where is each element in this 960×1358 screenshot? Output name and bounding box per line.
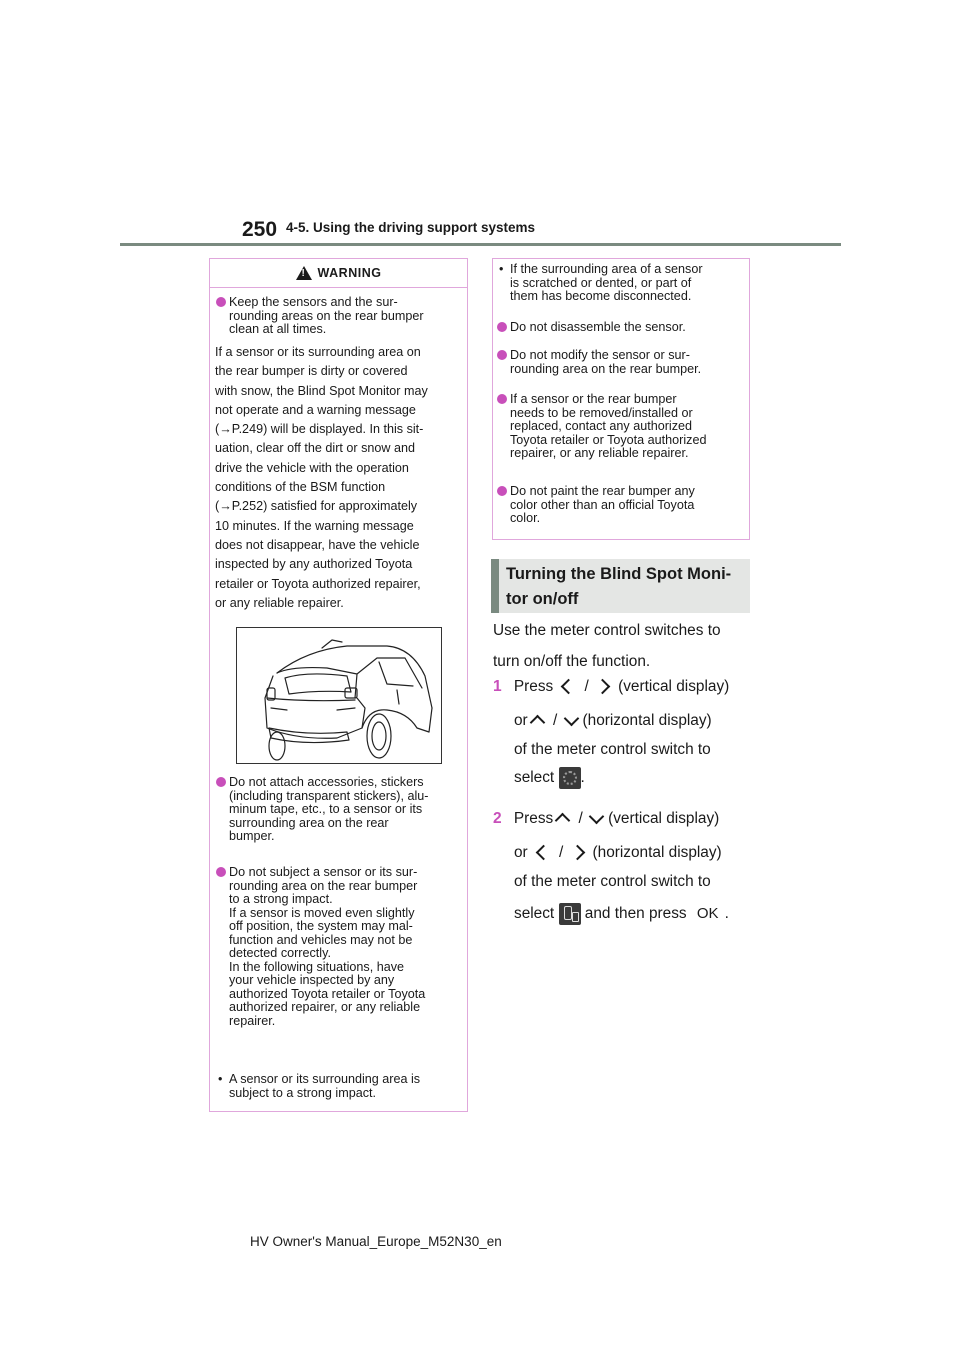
text-line: bumper. — [229, 829, 275, 843]
car-rear-illustration — [236, 627, 442, 764]
step-text: Press — [513, 678, 554, 695]
text-line: is scratched or dented, or part of — [510, 275, 692, 290]
footer: HV Owner's Manual_Europe_M52N30_en — [250, 1234, 502, 1249]
bullet-disassemble — [510, 321, 686, 335]
section-heading-box — [491, 559, 750, 613]
bullet-dot-icon — [216, 777, 226, 787]
bullet-modify — [510, 349, 701, 376]
text-line: with snow, the Blind Spot Monitor may — [215, 383, 428, 398]
warning-bullet-keep-clean — [229, 296, 424, 337]
text-line: to a strong impact. — [229, 892, 333, 906]
step-text: of the meter control switch to — [514, 741, 711, 758]
text-line: rounding areas on the rear bumper — [229, 308, 424, 323]
text-line: repairer. — [229, 1013, 276, 1028]
step-1-line-2: or / (horizontal display) — [514, 712, 712, 729]
text-line: Toyota retailer or Toyota authorized — [510, 432, 707, 447]
bullet-dot-icon — [497, 350, 507, 360]
text-line: detected correctly. — [229, 946, 331, 960]
text-line: In the following situations, have — [229, 959, 405, 974]
chevron-down-icon — [563, 711, 579, 727]
step-text: and then press — [584, 905, 687, 923]
text-line: conditions of the BSM function — [215, 480, 386, 495]
step-text: or — [514, 712, 528, 729]
text-line: needs to be removed/installed or — [510, 405, 693, 420]
text-line: A sensor or its surrounding area is — [229, 1072, 421, 1086]
bullet-dot-icon — [216, 297, 226, 307]
text-line: uation, clear off the dirt or snow and — [215, 441, 415, 456]
heading-line: tor on/off — [506, 590, 579, 608]
chevron-left-icon — [561, 679, 577, 695]
text-line: the rear bumper is dirty or covered — [215, 364, 408, 379]
text-line: Do not disassemble the sensor. — [510, 320, 686, 334]
text-line: (including transparent stickers), alu- — [229, 788, 429, 803]
step-2-line-3 — [514, 871, 711, 892]
step-2-line-4: select and then press OK . — [514, 903, 729, 925]
text-line: subject to a strong impact. — [229, 1085, 376, 1100]
text-line: function and vehicles may not be — [229, 932, 413, 947]
step-text: select — [514, 905, 555, 923]
step-text: select — [514, 769, 555, 787]
text-line: Do not paint the rear bumper any — [510, 484, 695, 498]
step-text: (horizontal display) — [592, 844, 722, 861]
bsm-icon — [559, 903, 581, 925]
text-line: repairer, or any reliable repairer. — [510, 446, 689, 460]
warning-dash-strong-impact — [218, 1072, 421, 1100]
text-line: authorized Toyota retailer or Toyota — [229, 986, 426, 1001]
heading-line: Turning the Blind Spot Moni- — [506, 565, 732, 583]
chevron-right-icon — [595, 679, 611, 695]
step-1-line-3 — [514, 739, 711, 760]
intro-text — [493, 620, 721, 672]
step-text: Press — [513, 810, 554, 827]
warning-bullet-impact — [229, 866, 425, 1028]
text-line: 10 minutes. If the warning message — [215, 518, 414, 533]
step-text: of the meter control switch to — [514, 873, 711, 890]
chevron-up-icon — [529, 715, 545, 731]
text-line: minum tape, etc., to a sensor or its — [229, 802, 423, 816]
settings-gear-icon — [559, 767, 581, 789]
text-line: not operate and a warning message — [215, 402, 416, 417]
bullet-dot-icon — [216, 867, 226, 877]
bullet-mark: • — [218, 1072, 223, 1086]
chevron-left-icon — [535, 845, 551, 861]
warning-header — [210, 259, 467, 288]
text-line: (→P.249) will be displayed. In this sit- — [215, 422, 424, 437]
bullet-remove-install — [510, 393, 706, 461]
step-1-line-4: select . — [514, 767, 585, 789]
text-line: Use the meter control switches to — [493, 622, 721, 639]
text-line: color. — [510, 511, 541, 525]
section-title: 4-5. Using the driving support systems — [286, 220, 536, 235]
step-number: 1 — [493, 678, 502, 695]
text-line: If a sensor or its surrounding area on — [215, 345, 421, 359]
dash-scratched — [499, 262, 703, 304]
text-line: rounding area on the rear bumper — [229, 878, 418, 893]
text-line: drive the vehicle with the operation — [215, 460, 409, 475]
step-2: 2 Press / (vertical display) — [493, 810, 720, 827]
warning-bullet-accessories — [229, 776, 428, 844]
bullet-mark: • — [499, 262, 504, 276]
text-line: inspected by any authorized Toyota — [215, 557, 413, 572]
chevron-right-icon — [569, 845, 585, 861]
step-number: 2 — [493, 810, 502, 827]
text-line: color other than an official Toyota — [510, 497, 695, 512]
chevron-down-icon — [589, 809, 605, 825]
text-line: retailer or Toyota authorized repairer, — [215, 576, 421, 591]
car-rear-icon — [237, 628, 441, 763]
step-text: (horizontal display) — [582, 712, 712, 729]
step-text: (vertical display) — [618, 678, 730, 695]
text-line: If a sensor is moved even slightly — [229, 905, 415, 920]
text-line: If a sensor or the rear bumper — [510, 392, 677, 406]
bullet-dot-icon — [497, 322, 507, 332]
text-line: replaced, contact any authorized — [510, 419, 693, 433]
text-line: your vehicle inspected by any — [229, 973, 395, 987]
step-1: 1 Press / (vertical display) — [493, 678, 730, 695]
section-heading — [506, 562, 750, 612]
text-line: does not disappear, have the vehicle — [215, 537, 420, 552]
text-line: or any reliable repairer. — [215, 595, 344, 610]
text-line: off position, the system may mal- — [229, 919, 413, 933]
bullet-dot-icon — [497, 486, 507, 496]
text-line: (→P.252) satisfied for approximately — [215, 499, 418, 514]
chevron-up-icon — [555, 813, 571, 829]
ok-icon: OK — [696, 905, 719, 923]
text-line: rounding area on the rear bumper. — [510, 361, 702, 376]
text-line: surrounding area on the rear — [229, 815, 389, 830]
text-line: authorized repairer, or any reliable — [229, 1000, 421, 1014]
step-text: (vertical display) — [608, 810, 720, 827]
header-rule — [120, 243, 841, 246]
bullet-paint — [510, 485, 695, 526]
step-text: or — [514, 844, 528, 861]
step-2-line-2: or / (horizontal display) — [514, 844, 722, 861]
text-line: turn on/off the function. — [493, 653, 651, 670]
warning-paragraph — [215, 343, 428, 613]
warning-title: WARNING — [317, 266, 382, 280]
bullet-dot-icon — [497, 394, 507, 404]
text-line: If the surrounding area of a sensor — [510, 262, 703, 276]
text-line: Keep the sensors and the sur- — [229, 295, 398, 309]
text-line: Do not modify the sensor or sur- — [510, 348, 690, 362]
text-line: Do not attach accessories, stickers — [229, 775, 424, 789]
text-line: Do not subject a sensor or its sur- — [229, 865, 418, 879]
text-line: them has become disconnected. — [510, 289, 692, 303]
text-line: clean at all times. — [229, 322, 327, 336]
page-number: 250 — [242, 218, 278, 241]
warning-icon — [296, 266, 312, 280]
